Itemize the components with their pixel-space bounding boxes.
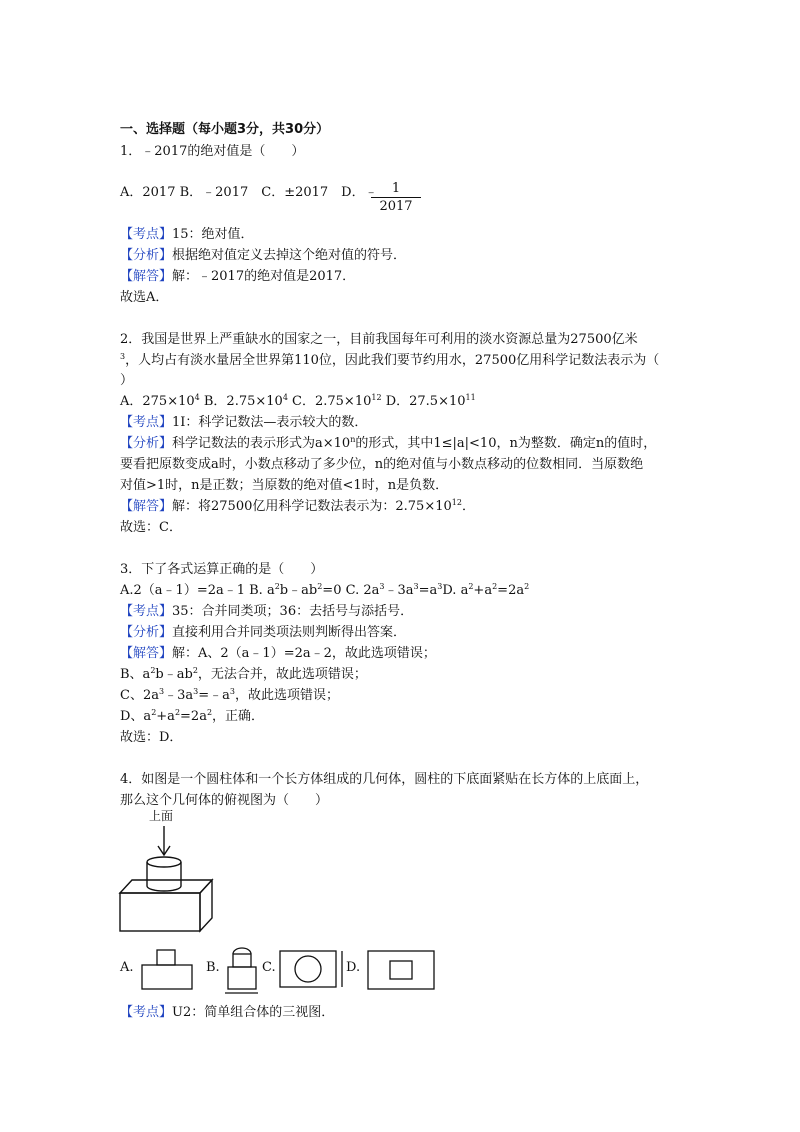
box-front [120, 893, 200, 931]
kaodian-tag: 【考点】 [120, 1005, 173, 1020]
text: +a [156, 709, 175, 724]
kaodian-text: 35：合并同类项；36：去括号与添括号． [172, 604, 414, 619]
fraction-bar [371, 197, 421, 198]
text: b﹣ab [279, 583, 318, 598]
q1-fenxi [120, 248, 406, 264]
text: A.2（a﹣1）=2a﹣1 B. a [120, 583, 275, 598]
q4-stem-line1: 4．如图是一个圆柱体和一个长方体组成的几何体，圆柱的下底面紧贴在长方体的上底面上， [120, 772, 649, 787]
q4-option-b-label: B. [206, 960, 220, 975]
kaodian-text: 1I：科学记数法—表示较大的数． [172, 415, 368, 430]
option-b: B．2.75×10 [199, 394, 283, 409]
fenxi-tag: 【分析】 [120, 436, 173, 451]
text: ，正确． [212, 709, 265, 724]
kaodian-tag: 【考点】 [120, 227, 173, 242]
q3-line-c [120, 688, 339, 704]
fenxi-tag: 【分析】 [120, 625, 173, 640]
jieda-text: 解：将27500亿用科学记数法表示为：2.75×10 [172, 499, 452, 514]
superscript: 12 [371, 393, 382, 402]
superscript: 4 [194, 393, 200, 402]
superscript: 3 [120, 352, 126, 361]
superscript: 2 [206, 708, 213, 717]
fraction-denominator: 2017 [379, 199, 413, 214]
text: B、a [120, 667, 151, 682]
option-d-rect [368, 951, 434, 989]
option-d: D．27.5×10 [381, 394, 466, 409]
q3-fenxi [120, 625, 406, 641]
text: +a [473, 583, 493, 598]
superscript: 2 [150, 666, 156, 675]
superscript: 2 [174, 708, 181, 717]
superscript: 2 [274, 582, 280, 591]
jieda-text: 解：A、2（a﹣1）=2a﹣2，故此选项错误； [172, 646, 436, 661]
text: D. a [442, 583, 469, 598]
q2-fenxi-line2: 要看把原数变成a时，小数点移动了多少位，n的绝对值与小数点移动的位数相同．当原数绝 [120, 457, 644, 472]
q2-options [120, 394, 476, 410]
option-b-rect [228, 967, 256, 989]
text: ，故此选项错误； [234, 688, 339, 703]
superscript: 3 [437, 582, 443, 591]
q4-option-d-label: D. [346, 960, 361, 975]
q1-options: A．2017 B．﹣2017 C．±2017 D．﹣ [120, 185, 378, 200]
superscript: 3 [158, 687, 165, 696]
superscript: 2 [524, 582, 530, 591]
q1-answer: 故选A． [120, 290, 169, 305]
text: =a [418, 583, 438, 598]
text: ﹣3a [384, 583, 414, 598]
option-a-top-rect [157, 950, 175, 965]
arrow-head [158, 846, 170, 855]
q2-answer: 故选：C． [120, 520, 182, 535]
fraction-numerator: 1 [391, 181, 401, 196]
jieda-tag: 【解答】 [120, 646, 173, 661]
superscript: 2 [151, 708, 157, 717]
text: ，无法合并，故此选项错误； [197, 667, 367, 682]
superscript: 2 [192, 666, 198, 675]
option-d-inner-rect [390, 961, 412, 979]
q3-kaodian [120, 604, 413, 620]
q2-stem-line2 [120, 353, 659, 369]
text: C、2a [120, 688, 159, 703]
kaodian-tag: 【考点】 [120, 415, 173, 430]
text: =2a [497, 583, 525, 598]
option-b-top-rect [233, 954, 251, 967]
fenxi-text: 根据绝对值定义去掉这个绝对值的符号． [172, 248, 407, 263]
option-c-circle [295, 956, 321, 982]
text: =2a [180, 709, 207, 724]
option-a: A．275×10 [120, 394, 195, 409]
q2-stem-line3: ） [120, 373, 134, 388]
option-c: C．2.75×10 [287, 394, 372, 409]
fenxi-tag: 【分析】 [120, 248, 173, 263]
superscript: 3 [193, 687, 199, 696]
q2-kaodian [120, 415, 367, 431]
q1-option-d-fraction [371, 181, 421, 214]
text: D、a [120, 709, 152, 724]
superscript: 3 [413, 582, 419, 591]
superscript: 2 [468, 582, 474, 591]
box-side [200, 880, 212, 931]
q3-line-d [120, 709, 264, 725]
superscript: 2 [317, 582, 323, 591]
cylinder-bottom [147, 886, 181, 891]
kaodian-text: U2：简单组合体的三视图． [172, 1005, 335, 1020]
fenxi-text: 科学记数法的表示形式为a×10 [172, 436, 351, 451]
option-c-rect [280, 951, 336, 987]
q4-option-a-label: A. [120, 960, 134, 975]
box-top [120, 880, 212, 893]
q2-fenxi-line1 [120, 436, 656, 452]
jieda-tag: 【解答】 [120, 269, 173, 284]
q2-stem-line1: 2．我国是世界上严重缺水的国家之一，目前我国每年可利用的淡水资源总量为27500亿米 [120, 332, 638, 347]
text: =0 C. 2a [322, 583, 380, 598]
stem-text: ，人均占有淡水量居全世界第110位，因此我们要节约用水，27500亿用科学记数法表示为（ [125, 353, 660, 368]
superscript: 2 [492, 582, 498, 591]
q4-option-c-label: C. [262, 960, 276, 975]
superscript: 4 [282, 393, 288, 402]
jieda-text: 解：﹣2017的绝对值是2017． [172, 269, 356, 284]
superscript: n [350, 435, 356, 444]
q2-fenxi-line3: 对值>1时，n是正数；当原数的绝对值<1时，n是负数． [120, 478, 449, 493]
superscript: 12 [451, 498, 462, 507]
superscript: 3 [229, 687, 235, 696]
q1-stem: 1．﹣2017的绝对值是（ ） [120, 144, 305, 159]
superscript: 11 [465, 393, 476, 402]
q4-stem-line2: 那么这个几何体的俯视图为（ ） [120, 793, 329, 808]
q3-answer: 故选：D． [120, 730, 183, 745]
text: =﹣a [198, 688, 230, 703]
kaodian-tag: 【考点】 [120, 604, 173, 619]
fig-top-label: 上面 [149, 809, 174, 823]
section-title: 一、选择题（每小题3分，共30分） [120, 122, 330, 137]
cylinder-top [147, 857, 181, 867]
text: ﹣3a [164, 688, 194, 703]
jieda-text: ． [461, 499, 475, 514]
q2-jieda [120, 499, 475, 515]
text: b﹣ab [155, 667, 193, 682]
q3-stem: 3．下了各式运算正确的是（ ） [120, 562, 324, 577]
q3-jieda [120, 646, 436, 662]
q4-kaodian [120, 1005, 334, 1021]
kaodian-text: 15：绝对值． [172, 227, 254, 242]
q3-options [120, 583, 529, 599]
option-a-rect [142, 965, 192, 989]
superscript: 3 [379, 582, 385, 591]
jieda-tag: 【解答】 [120, 499, 173, 514]
q1-kaodian [120, 227, 254, 243]
q1-jieda [120, 269, 355, 285]
fenxi-text: 的形式，其中1≤|a|<10，n为整数．确定n的值时， [355, 436, 657, 451]
option-b-arc [233, 948, 251, 954]
q3-line-b [120, 667, 367, 683]
fenxi-text: 直接利用合并同类项法则判断得出答案． [172, 625, 407, 640]
